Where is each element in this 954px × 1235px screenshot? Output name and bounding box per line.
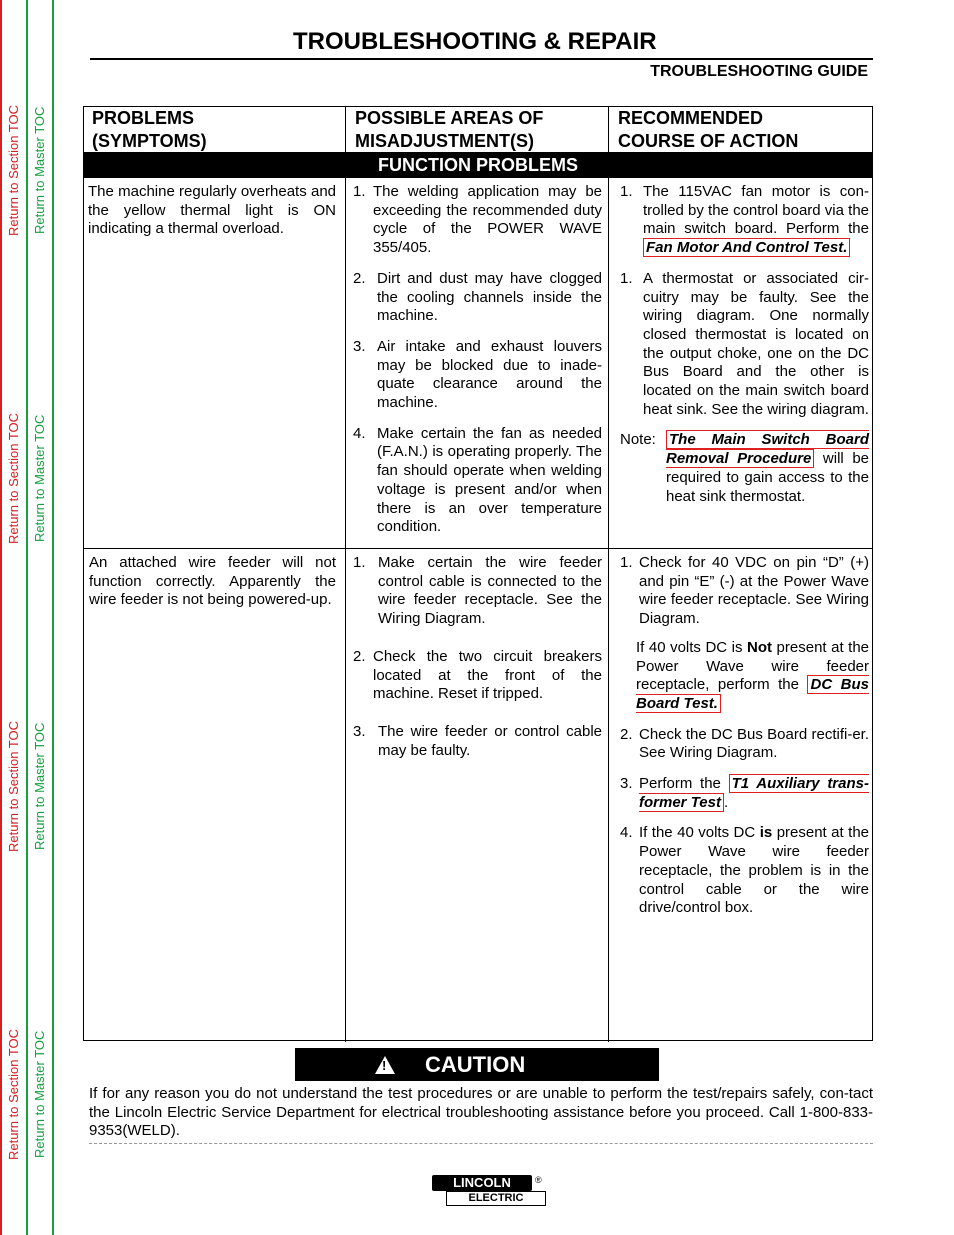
title-rule — [90, 58, 873, 60]
caution-banner — [295, 1048, 659, 1081]
section-bar: FUNCTION PROBLEMS — [84, 152, 872, 178]
return-to-section-toc-link[interactable]: Return to Section TOC — [6, 720, 21, 852]
list-item: 1. Make certain the wire feeder control cable is connected to the wire feeder receptacle. See the Wiring Diagram. — [353, 554, 602, 628]
caution-text: If for any reason you do not understand the test procedures or are unable to perform the test/repairs safely, con-tact the Lincoln Electric Service Department for electrical troubleshooting assistance before you proceed. Call 1-800-833-9353(WELD). — [89, 1085, 873, 1140]
column-header-problems: PROBLEMS (SYMPTOMS) — [92, 108, 207, 151]
sidebar-divider-green — [52, 0, 54, 1235]
troubleshooting-table — [83, 106, 873, 1041]
note-item: Note: The Main Switch Board Removal Procedure will be required to gain access to the heat sink thermostat. — [620, 431, 870, 505]
column-header-actions: RECOMMENDED COURSE OF ACTION — [618, 108, 799, 151]
list-item: 3. The wire feeder or control cable may be faulty. — [353, 722, 602, 759]
list-item: 1. Check for 40 VDC on pin “D” (+) and pin “E” (-) at the Power Wave wire feeder receptacle. See Wiring Diagram. — [620, 554, 869, 628]
sidebar-divider-green — [26, 0, 28, 1235]
column-header-misadjustments: POSSIBLE AREAS OF MISADJUSTMENT(S) — [355, 108, 544, 151]
list-item: 4. Make certain the fan as needed (F.A.N.) is operating properly. The fan should operate when welding voltage is present and/or when there is an over temperature condition. — [353, 424, 602, 536]
problem-text: An attached wire feeder will not function correctly. Apparently the wire feeder is not being powered-up. — [89, 554, 336, 609]
list-item: 3. Air intake and exhaust louvers may be blocked due to inade-quate clearance around the machine. — [353, 337, 602, 412]
list-subitem: If 40 volts DC is Not present at the Power Wave wire feeder receptacle, perform the DC Bus Board Test. — [636, 638, 870, 712]
page-subtitle: TROUBLESHOOTING GUIDE — [650, 63, 868, 80]
causes-list — [353, 183, 602, 549]
return-to-section-toc-link[interactable]: Return to Section TOC — [6, 1028, 21, 1160]
page-title: TROUBLESHOOTING & REPAIR — [293, 28, 657, 55]
caution-label: CAUTION — [425, 1052, 526, 1077]
list-item: 1. The welding application may be exceeding the recommended duty cycle of the POWER WAVE 355/405. — [353, 183, 602, 257]
list-item: 1. A thermostat or associated cir-cuitry may be faulty. See the wiring diagram. One normally closed thermostat is located on the output choke, one on the DC Bus Board and the other is located on the main switch board heat sink. See the wiring diagram. — [620, 269, 869, 418]
actions-list — [620, 554, 869, 930]
causes-list — [353, 554, 602, 772]
row-divider — [84, 548, 872, 549]
fan-motor-test-link[interactable]: Fan Motor And Control Test. — [643, 238, 850, 257]
list-item: 2. Check the two circuit breakers located at the front of the machine. Reset if tripped. — [353, 647, 602, 703]
return-to-section-toc-link[interactable]: Return to Section TOC — [6, 104, 21, 236]
problem-text: The machine regularly overheats and the yellow thermal light is ON indicating a thermal overload. — [88, 183, 336, 238]
warning-triangle-icon: ! — [375, 1056, 395, 1074]
list-item: 2. Dirt and dust may have clogged the cooling channels inside the machine. — [353, 269, 602, 325]
list-item: 4. If the 40 volts DC is present at the Power Wave wire feeder receptacle, the problem is in the control cable or the wire drive/control box. — [620, 824, 870, 917]
return-to-master-toc-link[interactable]: Return to Master TOC — [32, 722, 47, 850]
return-to-master-toc-link[interactable]: Return to Master TOC — [32, 414, 47, 542]
sidebar-nav — [0, 0, 54, 1235]
list-item: 2. Check the DC Bus Board rectifi-er. See Wiring Diagram. — [620, 725, 869, 762]
footer-divider — [89, 1143, 873, 1144]
actions-list — [620, 183, 869, 518]
lincoln-electric-logo: LINCOLN ELECTRIC ® — [432, 1175, 548, 1207]
sidebar-divider-red — [0, 0, 2, 1235]
return-to-section-toc-link[interactable]: Return to Section TOC — [6, 412, 21, 544]
dc-bus-board-test-link[interactable]: DC Bus Board Test. — [636, 676, 870, 712]
list-item: 1. The 115VAC fan motor is con-trolled by the control board via the main switch board. Perform the Fan Motor And Control Test. — [620, 183, 869, 257]
column-divider — [608, 107, 609, 1042]
return-to-master-toc-link[interactable]: Return to Master TOC — [32, 106, 47, 234]
column-divider — [345, 107, 346, 1042]
return-to-master-toc-link[interactable]: Return to Master TOC — [32, 1030, 47, 1158]
main-switch-board-removal-link[interactable]: The Main Switch Board Removal Procedure — [666, 431, 869, 468]
list-item: 3. Perform the T1 Auxiliary trans-former Test . — [620, 775, 869, 811]
t1-auxiliary-transformer-test-link[interactable]: T1 Auxiliary trans-former Test — [639, 775, 869, 811]
